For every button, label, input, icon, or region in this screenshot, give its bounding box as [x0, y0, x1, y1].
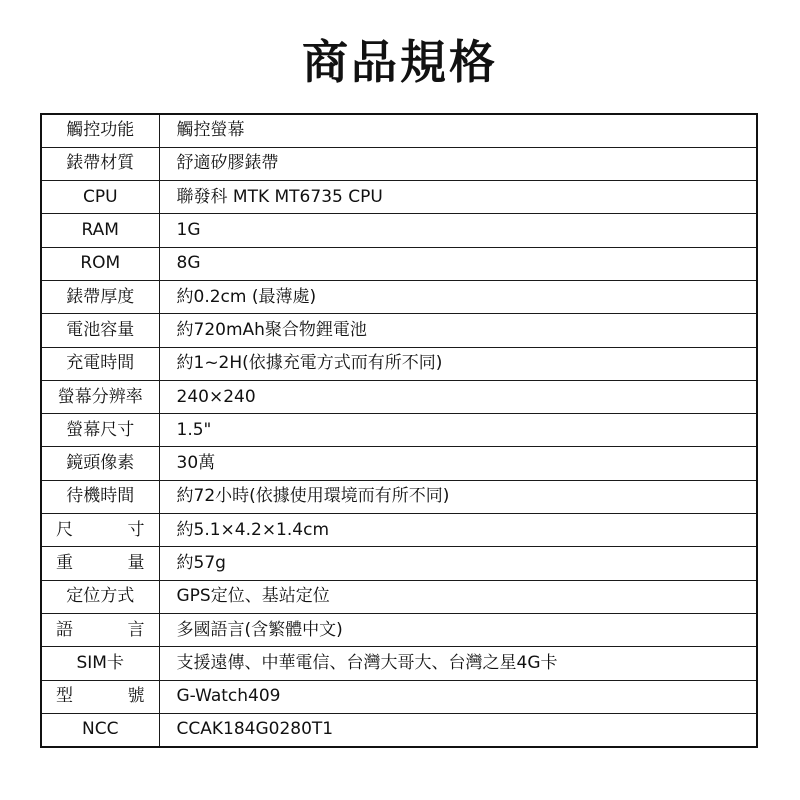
spec-value: 觸控螢幕 [159, 114, 757, 147]
table-row [41, 613, 757, 646]
table-row [41, 414, 757, 447]
spec-label: 型號 [41, 680, 159, 713]
spec-label: 螢幕分辨率 [41, 380, 159, 413]
spec-label: 螢幕尺寸 [41, 414, 159, 447]
spec-value: 約72小時(依據使用環境而有所不同) [159, 480, 757, 513]
spec-label: 充電時間 [41, 347, 159, 380]
table-row [41, 214, 757, 247]
spec-value: 240×240 [159, 380, 757, 413]
spec-value: GPS定位、基站定位 [159, 580, 757, 613]
spec-value: 1G [159, 214, 757, 247]
table-row [41, 314, 757, 347]
table-row [41, 347, 757, 380]
spec-label: RAM [41, 214, 159, 247]
table-row [41, 280, 757, 313]
spec-label: 定位方式 [41, 580, 159, 613]
spec-value: 約5.1×4.2×1.4cm [159, 514, 757, 547]
spec-value: 8G [159, 247, 757, 280]
spec-label: NCC [41, 713, 159, 746]
spec-label: CPU [41, 181, 159, 214]
page-title: 商品規格 [302, 35, 498, 89]
table-row [41, 480, 757, 513]
table-row [41, 447, 757, 480]
spec-label: 電池容量 [41, 314, 159, 347]
spec-label: 錶帶材質 [41, 147, 159, 180]
spec-value: 支援遠傳、中華電信、台灣大哥大、台灣之星4G卡 [159, 647, 757, 680]
spec-label: 語言 [41, 613, 159, 646]
spec-value: 1.5" [159, 414, 757, 447]
table-row [41, 247, 757, 280]
table-row [41, 547, 757, 580]
spec-label: 錶帶厚度 [41, 280, 159, 313]
spec-table [40, 113, 758, 748]
spec-value: 約720mAh聚合物鋰電池 [159, 314, 757, 347]
spec-value: 聯發科 MTK MT6735 CPU [159, 181, 757, 214]
spec-label: SIM卡 [41, 647, 159, 680]
spec-value: G-Watch409 [159, 680, 757, 713]
table-row [41, 181, 757, 214]
spec-value: 30萬 [159, 447, 757, 480]
spec-label: 鏡頭像素 [41, 447, 159, 480]
table-row [41, 713, 757, 746]
spec-value: 舒適矽膠錶帶 [159, 147, 757, 180]
spec-value: 約0.2cm (最薄處) [159, 280, 757, 313]
spec-value: 約1~2H(依據充電方式而有所不同) [159, 347, 757, 380]
spec-value: CCAK184G0280T1 [159, 713, 757, 746]
spec-label: 尺寸 [41, 514, 159, 547]
table-row [41, 380, 757, 413]
spec-label: 待機時間 [41, 480, 159, 513]
spec-value: 多國語言(含繁體中文) [159, 613, 757, 646]
spec-label: 重量 [41, 547, 159, 580]
table-row [41, 114, 757, 147]
table-row [41, 580, 757, 613]
table-row [41, 647, 757, 680]
table-row [41, 514, 757, 547]
table-row [41, 680, 757, 713]
spec-value: 約57g [159, 547, 757, 580]
spec-label: 觸控功能 [41, 114, 159, 147]
table-row [41, 147, 757, 180]
spec-label: ROM [41, 247, 159, 280]
